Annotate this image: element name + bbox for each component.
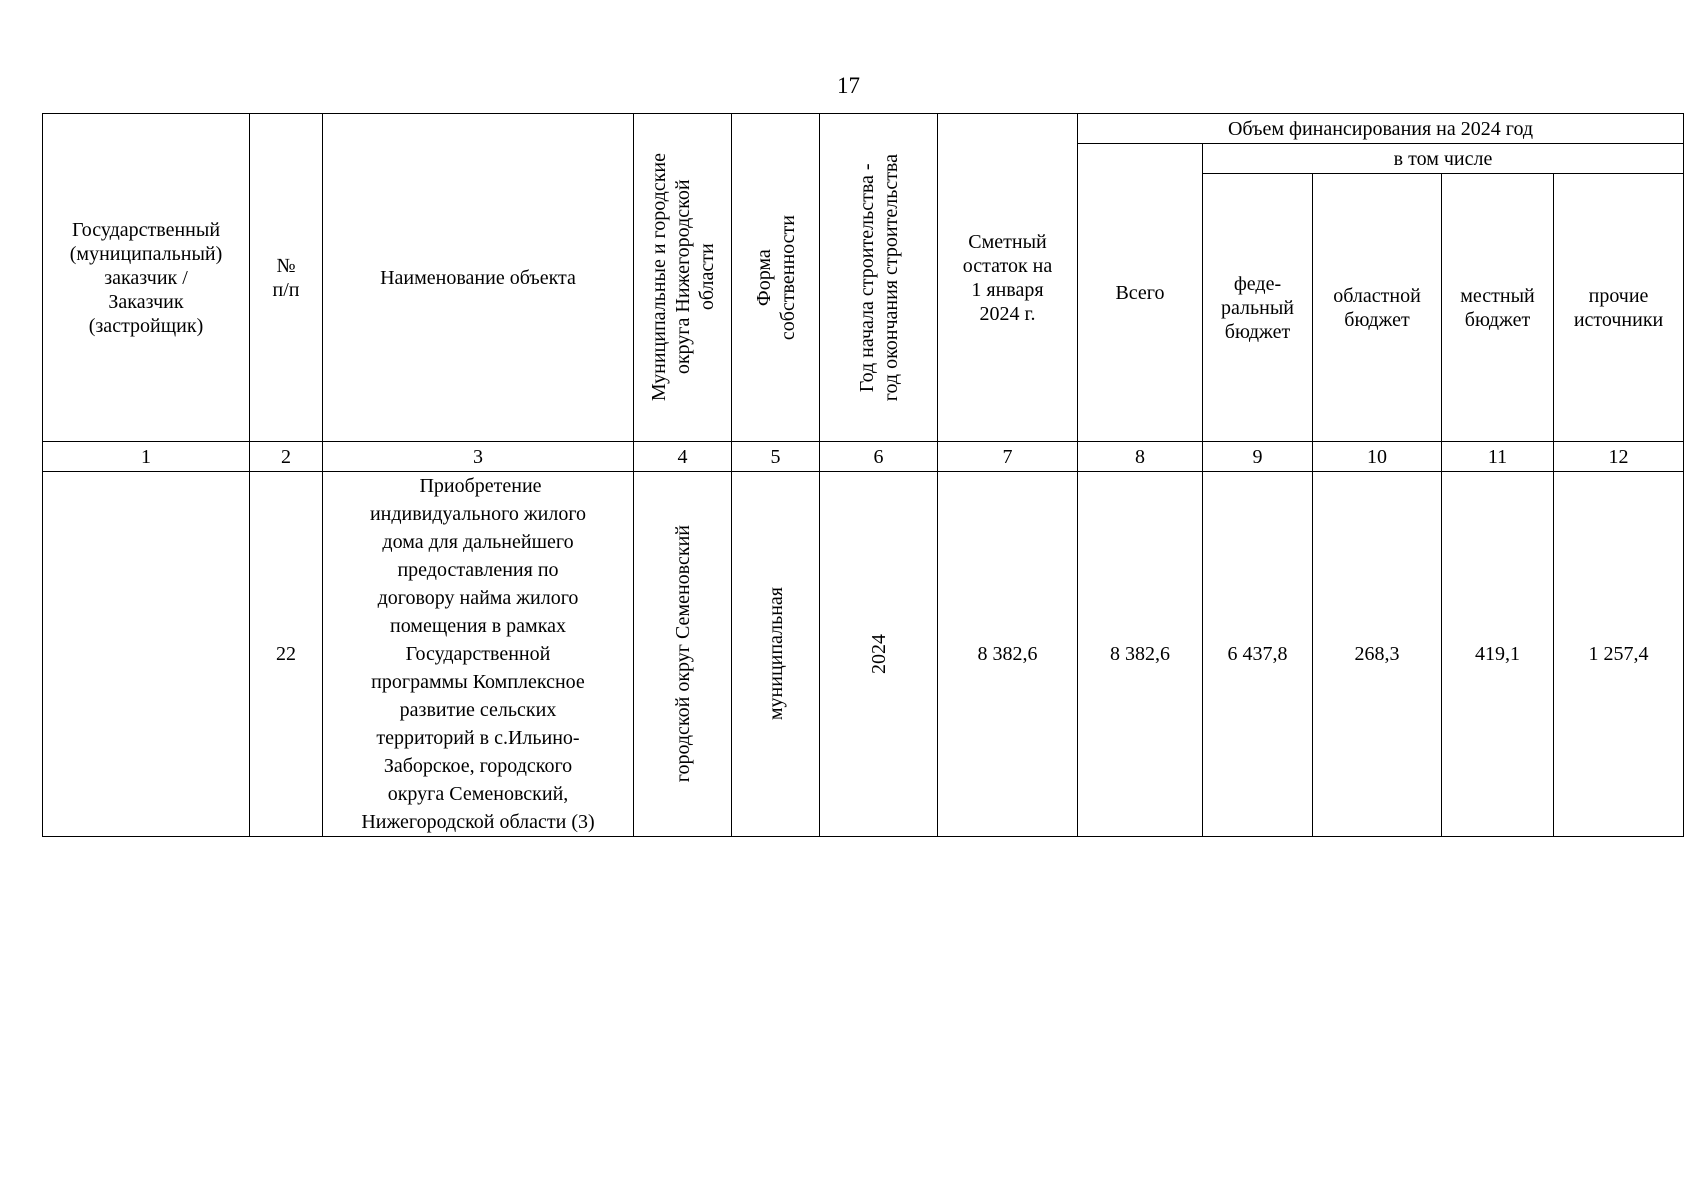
header-ownership bbox=[732, 114, 820, 442]
row-municipality-text: городской округ Семеновский bbox=[671, 525, 694, 783]
header-years-line: Год начала строительства - bbox=[855, 163, 878, 392]
col-number: 8 bbox=[1078, 442, 1203, 472]
header-customer-line: (застройщик) bbox=[88, 314, 204, 337]
header-number bbox=[250, 114, 323, 442]
header-other-line: прочие bbox=[1588, 284, 1649, 307]
header-years-line: год окончания строительства bbox=[879, 153, 902, 402]
header-customer bbox=[43, 114, 250, 442]
object-name-line: предоставления по bbox=[397, 559, 559, 581]
col-number: 9 bbox=[1203, 442, 1313, 472]
row-number: 22 bbox=[250, 472, 323, 837]
object-name-line: индивидуального жилого bbox=[369, 503, 587, 525]
row-ownership bbox=[732, 472, 820, 837]
col-number: 10 bbox=[1313, 442, 1442, 472]
header-federal bbox=[1203, 174, 1313, 442]
row-years bbox=[820, 472, 938, 837]
row-total: 8 382,6 bbox=[1078, 472, 1203, 837]
object-name-line: развитие сельских bbox=[399, 699, 557, 721]
col-number: 12 bbox=[1554, 442, 1684, 472]
row-years-text: 2024 bbox=[867, 634, 890, 674]
object-name-line: Заборское, городского bbox=[383, 755, 573, 777]
object-name-line: округа Семеновский, bbox=[387, 783, 569, 805]
object-name-line: Нижегородской области (3) bbox=[361, 811, 595, 833]
header-municipality bbox=[634, 114, 732, 442]
header-ownership-line: собственности bbox=[776, 214, 799, 341]
col-number: 6 bbox=[820, 442, 938, 472]
header-federal-line: ральный bbox=[1221, 296, 1294, 319]
header-balance-line: остаток на bbox=[962, 254, 1053, 277]
header-row-1 bbox=[43, 114, 1684, 144]
header-customer-line: Государственный bbox=[71, 218, 221, 241]
row-regional: 268,3 bbox=[1313, 472, 1442, 837]
header-number-line: № bbox=[276, 254, 296, 277]
header-customer-line: заказчик / bbox=[104, 266, 188, 289]
funding-table bbox=[42, 113, 1684, 837]
header-ownership-line: Форма bbox=[752, 249, 775, 306]
header-local bbox=[1442, 174, 1554, 442]
col-number: 7 bbox=[938, 442, 1078, 472]
col-number: 11 bbox=[1442, 442, 1554, 472]
row-balance: 8 382,6 bbox=[938, 472, 1078, 837]
row-customer bbox=[43, 472, 250, 837]
header-number-line: п/п bbox=[272, 278, 300, 301]
header-balance-line: 2024 г. bbox=[979, 302, 1036, 325]
header-local-line: бюджет bbox=[1464, 308, 1531, 331]
header-object-name: Наименование объекта bbox=[323, 114, 634, 442]
header-other bbox=[1554, 174, 1684, 442]
object-name-line: территорий в с.Ильино- bbox=[376, 727, 580, 749]
col-number: 3 bbox=[323, 442, 634, 472]
object-name-line: договору найма жилого bbox=[377, 587, 579, 609]
row-object-name bbox=[323, 472, 634, 837]
header-years bbox=[820, 114, 938, 442]
row-federal: 6 437,8 bbox=[1203, 472, 1313, 837]
row-local: 419,1 bbox=[1442, 472, 1554, 837]
column-number-row bbox=[43, 442, 1684, 472]
header-regional bbox=[1313, 174, 1442, 442]
object-name-line: Государственной bbox=[405, 643, 551, 665]
header-federal-line: бюджет bbox=[1224, 320, 1291, 343]
header-including: в том числе bbox=[1203, 144, 1684, 174]
page-number: 17 bbox=[837, 73, 860, 98]
row-ownership-text: муниципальная bbox=[764, 587, 787, 721]
col-number: 1 bbox=[43, 442, 250, 472]
header-municipality-line: области bbox=[695, 244, 718, 311]
header-municipality-line: округа Нижегородской bbox=[671, 180, 694, 375]
header-balance bbox=[938, 114, 1078, 442]
object-name-line: Приобретение bbox=[419, 475, 542, 497]
object-name-line: дома для дальнейшего bbox=[382, 531, 574, 553]
col-number: 5 bbox=[732, 442, 820, 472]
header-regional-line: бюджет bbox=[1344, 308, 1410, 331]
header-local-line: местный bbox=[1460, 284, 1535, 307]
header-other-line: источники bbox=[1573, 308, 1664, 331]
header-funding: Объем финансирования на 2024 год bbox=[1078, 114, 1684, 144]
object-name-line: программы Комплексное bbox=[371, 671, 585, 693]
col-number: 2 bbox=[250, 442, 323, 472]
col-number: 4 bbox=[634, 442, 732, 472]
header-customer-line: Заказчик bbox=[108, 290, 184, 313]
object-name-line: помещения в рамках bbox=[389, 615, 566, 637]
header-municipality-line: Муниципальные и городские bbox=[647, 153, 670, 402]
header-balance-line: Сметный bbox=[968, 230, 1047, 253]
header-total: Всего bbox=[1078, 144, 1203, 442]
row-municipality bbox=[634, 472, 732, 837]
header-customer-line: (муниципальный) bbox=[69, 242, 223, 265]
header-federal-line: феде- bbox=[1233, 272, 1282, 295]
header-balance-line: 1 января bbox=[971, 278, 1044, 301]
row-other: 1 257,4 bbox=[1554, 472, 1684, 837]
table-row bbox=[43, 472, 1684, 837]
header-regional-line: областной bbox=[1333, 284, 1421, 307]
